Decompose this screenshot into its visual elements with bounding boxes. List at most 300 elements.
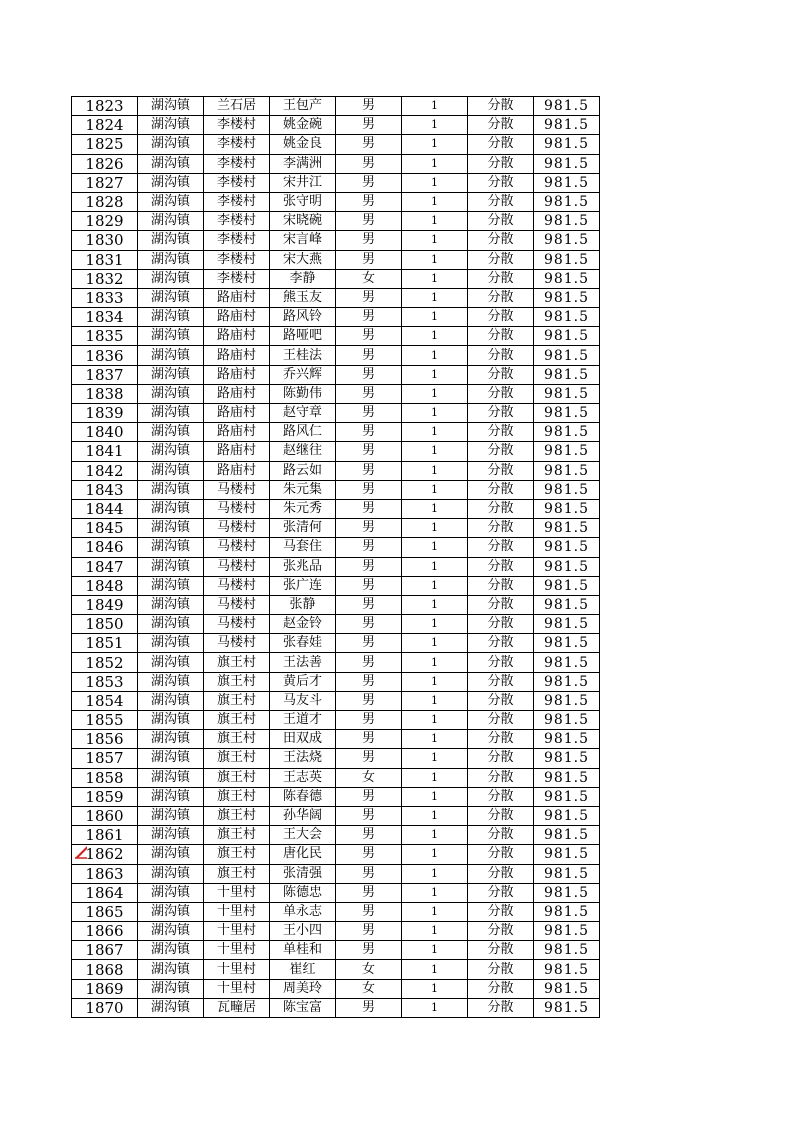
type-cell[interactable]: 分散 — [468, 135, 534, 154]
name-cell[interactable]: 宋大燕 — [270, 250, 336, 269]
type-cell[interactable]: 分散 — [468, 231, 534, 250]
type-cell[interactable]: 分散 — [468, 615, 534, 634]
gender-cell[interactable]: 男 — [336, 595, 402, 614]
village-cell[interactable]: 兰石居 — [204, 97, 270, 116]
gender-cell[interactable]: 男 — [336, 135, 402, 154]
town-cell[interactable]: 湖沟镇 — [138, 519, 204, 538]
count-cell[interactable]: 1 — [402, 499, 468, 518]
village-cell[interactable]: 十里村 — [204, 922, 270, 941]
row-number-cell[interactable]: 1864 — [72, 883, 138, 902]
count-cell[interactable]: 1 — [402, 365, 468, 384]
type-cell[interactable]: 分散 — [468, 634, 534, 653]
name-cell[interactable]: 王法烧 — [270, 749, 336, 768]
amount-cell[interactable]: 981.5 — [534, 806, 600, 825]
village-cell[interactable]: 十里村 — [204, 979, 270, 998]
amount-cell[interactable]: 981.5 — [534, 595, 600, 614]
town-cell[interactable]: 湖沟镇 — [138, 806, 204, 825]
type-cell[interactable]: 分散 — [468, 883, 534, 902]
gender-cell[interactable]: 男 — [336, 97, 402, 116]
town-cell[interactable]: 湖沟镇 — [138, 365, 204, 384]
type-cell[interactable]: 分散 — [468, 519, 534, 538]
count-cell[interactable]: 1 — [402, 653, 468, 672]
row-number-cell[interactable]: 1840 — [72, 423, 138, 442]
village-cell[interactable]: 旗王村 — [204, 749, 270, 768]
row-number-cell[interactable]: 1857 — [72, 749, 138, 768]
row-number-cell[interactable]: 1844 — [72, 499, 138, 518]
type-cell[interactable]: 分散 — [468, 269, 534, 288]
name-cell[interactable]: 赵守章 — [270, 404, 336, 423]
type-cell[interactable]: 分散 — [468, 365, 534, 384]
gender-cell[interactable]: 男 — [336, 308, 402, 327]
village-cell[interactable]: 李楼村 — [204, 250, 270, 269]
count-cell[interactable]: 1 — [402, 691, 468, 710]
row-number-cell[interactable]: 1861 — [72, 826, 138, 845]
town-cell[interactable]: 湖沟镇 — [138, 576, 204, 595]
row-number-cell[interactable]: 1839 — [72, 404, 138, 423]
count-cell[interactable]: 1 — [402, 768, 468, 787]
type-cell[interactable]: 分散 — [468, 730, 534, 749]
amount-cell[interactable]: 981.5 — [534, 269, 600, 288]
row-number-cell[interactable]: 1834 — [72, 308, 138, 327]
village-cell[interactable]: 马楼村 — [204, 557, 270, 576]
gender-cell[interactable]: 男 — [336, 941, 402, 960]
town-cell[interactable]: 湖沟镇 — [138, 615, 204, 634]
name-cell[interactable]: 路哑吧 — [270, 327, 336, 346]
gender-cell[interactable]: 男 — [336, 691, 402, 710]
name-cell[interactable]: 陈勤伟 — [270, 384, 336, 403]
gender-cell[interactable]: 男 — [336, 557, 402, 576]
town-cell[interactable]: 湖沟镇 — [138, 557, 204, 576]
amount-cell[interactable]: 981.5 — [534, 384, 600, 403]
town-cell[interactable]: 湖沟镇 — [138, 250, 204, 269]
name-cell[interactable]: 张春娃 — [270, 634, 336, 653]
name-cell[interactable]: 孙华阔 — [270, 806, 336, 825]
row-number-cell[interactable]: 1838 — [72, 384, 138, 403]
gender-cell[interactable]: 男 — [336, 806, 402, 825]
town-cell[interactable]: 湖沟镇 — [138, 480, 204, 499]
row-number-cell[interactable]: 1824 — [72, 116, 138, 135]
town-cell[interactable]: 湖沟镇 — [138, 595, 204, 614]
count-cell[interactable]: 1 — [402, 730, 468, 749]
row-number-cell[interactable]: 1841 — [72, 442, 138, 461]
amount-cell[interactable]: 981.5 — [534, 519, 600, 538]
row-number-cell[interactable]: 1823 — [72, 97, 138, 116]
village-cell[interactable]: 旗王村 — [204, 653, 270, 672]
count-cell[interactable]: 1 — [402, 883, 468, 902]
town-cell[interactable]: 湖沟镇 — [138, 883, 204, 902]
village-cell[interactable]: 路庙村 — [204, 384, 270, 403]
count-cell[interactable]: 1 — [402, 250, 468, 269]
gender-cell[interactable]: 男 — [336, 384, 402, 403]
amount-cell[interactable]: 981.5 — [534, 231, 600, 250]
row-number-cell[interactable]: 1859 — [72, 787, 138, 806]
name-cell[interactable]: 张广连 — [270, 576, 336, 595]
gender-cell[interactable]: 男 — [336, 576, 402, 595]
town-cell[interactable]: 湖沟镇 — [138, 192, 204, 211]
row-number-cell[interactable]: 1845 — [72, 519, 138, 538]
name-cell[interactable]: 陈宝富 — [270, 998, 336, 1017]
count-cell[interactable]: 1 — [402, 480, 468, 499]
town-cell[interactable]: 湖沟镇 — [138, 461, 204, 480]
type-cell[interactable]: 分散 — [468, 192, 534, 211]
village-cell[interactable]: 路庙村 — [204, 404, 270, 423]
count-cell[interactable]: 1 — [402, 576, 468, 595]
gender-cell[interactable]: 男 — [336, 192, 402, 211]
name-cell[interactable]: 黄后才 — [270, 672, 336, 691]
town-cell[interactable]: 湖沟镇 — [138, 845, 204, 864]
type-cell[interactable]: 分散 — [468, 711, 534, 730]
town-cell[interactable]: 湖沟镇 — [138, 288, 204, 307]
type-cell[interactable]: 分散 — [468, 327, 534, 346]
gender-cell[interactable]: 女 — [336, 960, 402, 979]
name-cell[interactable]: 王小四 — [270, 922, 336, 941]
count-cell[interactable]: 1 — [402, 327, 468, 346]
gender-cell[interactable]: 女 — [336, 979, 402, 998]
town-cell[interactable]: 湖沟镇 — [138, 442, 204, 461]
amount-cell[interactable]: 981.5 — [534, 404, 600, 423]
town-cell[interactable]: 湖沟镇 — [138, 423, 204, 442]
name-cell[interactable]: 周美玲 — [270, 979, 336, 998]
gender-cell[interactable]: 男 — [336, 653, 402, 672]
row-number-cell[interactable]: 1852 — [72, 653, 138, 672]
gender-cell[interactable]: 男 — [336, 634, 402, 653]
row-number-cell[interactable]: 1826 — [72, 154, 138, 173]
row-number-cell[interactable]: 1846 — [72, 538, 138, 557]
amount-cell[interactable]: 981.5 — [534, 480, 600, 499]
gender-cell[interactable]: 男 — [336, 711, 402, 730]
gender-cell[interactable]: 男 — [336, 423, 402, 442]
row-number-cell[interactable]: 1862 — [72, 845, 138, 864]
name-cell[interactable]: 姚金良 — [270, 135, 336, 154]
name-cell[interactable]: 单永志 — [270, 902, 336, 921]
row-number-cell[interactable]: 1856 — [72, 730, 138, 749]
town-cell[interactable]: 湖沟镇 — [138, 902, 204, 921]
village-cell[interactable]: 路庙村 — [204, 461, 270, 480]
row-number-cell[interactable]: 1858 — [72, 768, 138, 787]
village-cell[interactable]: 李楼村 — [204, 192, 270, 211]
count-cell[interactable]: 1 — [402, 615, 468, 634]
town-cell[interactable]: 湖沟镇 — [138, 538, 204, 557]
count-cell[interactable]: 1 — [402, 845, 468, 864]
gender-cell[interactable]: 男 — [336, 231, 402, 250]
amount-cell[interactable]: 981.5 — [534, 538, 600, 557]
name-cell[interactable]: 单桂和 — [270, 941, 336, 960]
amount-cell[interactable]: 981.5 — [534, 499, 600, 518]
village-cell[interactable]: 李楼村 — [204, 154, 270, 173]
count-cell[interactable]: 1 — [402, 192, 468, 211]
amount-cell[interactable]: 981.5 — [534, 922, 600, 941]
gender-cell[interactable]: 男 — [336, 864, 402, 883]
row-number-cell[interactable]: 1836 — [72, 346, 138, 365]
type-cell[interactable]: 分散 — [468, 826, 534, 845]
village-cell[interactable]: 路庙村 — [204, 365, 270, 384]
row-number-cell[interactable]: 1842 — [72, 461, 138, 480]
gender-cell[interactable]: 男 — [336, 922, 402, 941]
row-number-cell[interactable]: 1837 — [72, 365, 138, 384]
count-cell[interactable]: 1 — [402, 384, 468, 403]
village-cell[interactable]: 马楼村 — [204, 576, 270, 595]
name-cell[interactable]: 熊玉友 — [270, 288, 336, 307]
type-cell[interactable]: 分散 — [468, 346, 534, 365]
row-number-cell[interactable]: 1827 — [72, 173, 138, 192]
count-cell[interactable]: 1 — [402, 308, 468, 327]
amount-cell[interactable]: 981.5 — [534, 327, 600, 346]
type-cell[interactable]: 分散 — [468, 922, 534, 941]
row-number-cell[interactable]: 1835 — [72, 327, 138, 346]
row-number-cell[interactable]: 1865 — [72, 902, 138, 921]
type-cell[interactable]: 分散 — [468, 691, 534, 710]
town-cell[interactable]: 湖沟镇 — [138, 135, 204, 154]
name-cell[interactable]: 张清何 — [270, 519, 336, 538]
gender-cell[interactable]: 女 — [336, 269, 402, 288]
type-cell[interactable]: 分散 — [468, 998, 534, 1017]
gender-cell[interactable]: 男 — [336, 883, 402, 902]
name-cell[interactable]: 陈春德 — [270, 787, 336, 806]
type-cell[interactable]: 分散 — [468, 806, 534, 825]
count-cell[interactable]: 1 — [402, 288, 468, 307]
amount-cell[interactable]: 981.5 — [534, 672, 600, 691]
amount-cell[interactable]: 981.5 — [534, 116, 600, 135]
count-cell[interactable]: 1 — [402, 826, 468, 845]
type-cell[interactable]: 分散 — [468, 250, 534, 269]
town-cell[interactable]: 湖沟镇 — [138, 960, 204, 979]
type-cell[interactable]: 分散 — [468, 308, 534, 327]
gender-cell[interactable]: 男 — [336, 212, 402, 231]
name-cell[interactable]: 乔兴辉 — [270, 365, 336, 384]
type-cell[interactable]: 分散 — [468, 384, 534, 403]
town-cell[interactable]: 湖沟镇 — [138, 711, 204, 730]
town-cell[interactable]: 湖沟镇 — [138, 346, 204, 365]
name-cell[interactable]: 张守明 — [270, 192, 336, 211]
count-cell[interactable]: 1 — [402, 557, 468, 576]
town-cell[interactable]: 湖沟镇 — [138, 634, 204, 653]
town-cell[interactable]: 湖沟镇 — [138, 864, 204, 883]
village-cell[interactable]: 马楼村 — [204, 595, 270, 614]
type-cell[interactable]: 分散 — [468, 979, 534, 998]
name-cell[interactable]: 陈德忠 — [270, 883, 336, 902]
row-number-cell[interactable]: 1867 — [72, 941, 138, 960]
gender-cell[interactable]: 男 — [336, 787, 402, 806]
type-cell[interactable]: 分散 — [468, 538, 534, 557]
town-cell[interactable]: 湖沟镇 — [138, 653, 204, 672]
row-number-cell[interactable]: 1849 — [72, 595, 138, 614]
town-cell[interactable]: 湖沟镇 — [138, 327, 204, 346]
count-cell[interactable]: 1 — [402, 154, 468, 173]
village-cell[interactable]: 李楼村 — [204, 212, 270, 231]
village-cell[interactable]: 马楼村 — [204, 499, 270, 518]
count-cell[interactable]: 1 — [402, 423, 468, 442]
village-cell[interactable]: 路庙村 — [204, 346, 270, 365]
count-cell[interactable]: 1 — [402, 173, 468, 192]
amount-cell[interactable]: 981.5 — [534, 711, 600, 730]
town-cell[interactable]: 湖沟镇 — [138, 173, 204, 192]
count-cell[interactable]: 1 — [402, 538, 468, 557]
count-cell[interactable]: 1 — [402, 116, 468, 135]
amount-cell[interactable]: 981.5 — [534, 135, 600, 154]
town-cell[interactable]: 湖沟镇 — [138, 672, 204, 691]
row-number-cell[interactable]: 1850 — [72, 615, 138, 634]
row-number-cell[interactable]: 1869 — [72, 979, 138, 998]
village-cell[interactable]: 李楼村 — [204, 173, 270, 192]
town-cell[interactable]: 湖沟镇 — [138, 97, 204, 116]
amount-cell[interactable]: 981.5 — [534, 461, 600, 480]
village-cell[interactable]: 马楼村 — [204, 615, 270, 634]
count-cell[interactable]: 1 — [402, 998, 468, 1017]
row-number-cell[interactable]: 1854 — [72, 691, 138, 710]
town-cell[interactable]: 湖沟镇 — [138, 231, 204, 250]
type-cell[interactable]: 分散 — [468, 461, 534, 480]
amount-cell[interactable]: 981.5 — [534, 826, 600, 845]
type-cell[interactable]: 分散 — [468, 154, 534, 173]
amount-cell[interactable]: 981.5 — [534, 557, 600, 576]
type-cell[interactable]: 分散 — [468, 576, 534, 595]
name-cell[interactable]: 朱元秀 — [270, 499, 336, 518]
count-cell[interactable]: 1 — [402, 711, 468, 730]
name-cell[interactable]: 张静 — [270, 595, 336, 614]
type-cell[interactable]: 分散 — [468, 557, 534, 576]
type-cell[interactable]: 分散 — [468, 97, 534, 116]
row-number-cell[interactable]: 1848 — [72, 576, 138, 595]
type-cell[interactable]: 分散 — [468, 864, 534, 883]
type-cell[interactable]: 分散 — [468, 595, 534, 614]
name-cell[interactable]: 赵继往 — [270, 442, 336, 461]
village-cell[interactable]: 旗王村 — [204, 826, 270, 845]
town-cell[interactable]: 湖沟镇 — [138, 730, 204, 749]
village-cell[interactable]: 旗王村 — [204, 864, 270, 883]
row-number-cell[interactable]: 1825 — [72, 135, 138, 154]
type-cell[interactable]: 分散 — [468, 173, 534, 192]
count-cell[interactable]: 1 — [402, 404, 468, 423]
row-number-cell[interactable]: 1870 — [72, 998, 138, 1017]
type-cell[interactable]: 分散 — [468, 749, 534, 768]
name-cell[interactable]: 宋晓碗 — [270, 212, 336, 231]
name-cell[interactable]: 张兆品 — [270, 557, 336, 576]
amount-cell[interactable]: 981.5 — [534, 615, 600, 634]
row-number-cell[interactable]: 1863 — [72, 864, 138, 883]
count-cell[interactable]: 1 — [402, 806, 468, 825]
amount-cell[interactable]: 981.5 — [534, 768, 600, 787]
village-cell[interactable]: 李楼村 — [204, 231, 270, 250]
gender-cell[interactable]: 男 — [336, 461, 402, 480]
village-cell[interactable]: 旗王村 — [204, 787, 270, 806]
gender-cell[interactable]: 男 — [336, 442, 402, 461]
name-cell[interactable]: 路风仁 — [270, 423, 336, 442]
village-cell[interactable]: 路庙村 — [204, 308, 270, 327]
row-number-cell[interactable]: 1855 — [72, 711, 138, 730]
amount-cell[interactable]: 981.5 — [534, 634, 600, 653]
type-cell[interactable]: 分散 — [468, 960, 534, 979]
amount-cell[interactable]: 981.5 — [534, 979, 600, 998]
gender-cell[interactable]: 男 — [336, 327, 402, 346]
town-cell[interactable]: 湖沟镇 — [138, 269, 204, 288]
amount-cell[interactable]: 981.5 — [534, 576, 600, 595]
town-cell[interactable]: 湖沟镇 — [138, 116, 204, 135]
count-cell[interactable]: 1 — [402, 212, 468, 231]
comment-marker-icon[interactable] — [74, 845, 88, 859]
village-cell[interactable]: 十里村 — [204, 941, 270, 960]
name-cell[interactable]: 宋井江 — [270, 173, 336, 192]
amount-cell[interactable]: 981.5 — [534, 250, 600, 269]
village-cell[interactable]: 旗王村 — [204, 768, 270, 787]
gender-cell[interactable]: 女 — [336, 768, 402, 787]
count-cell[interactable]: 1 — [402, 346, 468, 365]
amount-cell[interactable]: 981.5 — [534, 154, 600, 173]
count-cell[interactable]: 1 — [402, 634, 468, 653]
type-cell[interactable]: 分散 — [468, 902, 534, 921]
row-number-cell[interactable]: 1866 — [72, 922, 138, 941]
name-cell[interactable]: 王志英 — [270, 768, 336, 787]
name-cell[interactable]: 马套住 — [270, 538, 336, 557]
row-number-cell[interactable]: 1860 — [72, 806, 138, 825]
gender-cell[interactable]: 男 — [336, 902, 402, 921]
name-cell[interactable]: 路风铃 — [270, 308, 336, 327]
row-number-cell[interactable]: 1833 — [72, 288, 138, 307]
count-cell[interactable]: 1 — [402, 231, 468, 250]
gender-cell[interactable]: 男 — [336, 116, 402, 135]
village-cell[interactable]: 马楼村 — [204, 480, 270, 499]
row-number-cell[interactable]: 1828 — [72, 192, 138, 211]
village-cell[interactable]: 李楼村 — [204, 135, 270, 154]
village-cell[interactable]: 马楼村 — [204, 634, 270, 653]
name-cell[interactable]: 路云如 — [270, 461, 336, 480]
type-cell[interactable]: 分散 — [468, 672, 534, 691]
village-cell[interactable]: 路庙村 — [204, 442, 270, 461]
count-cell[interactable]: 1 — [402, 787, 468, 806]
type-cell[interactable]: 分散 — [468, 653, 534, 672]
name-cell[interactable]: 王包产 — [270, 97, 336, 116]
gender-cell[interactable]: 男 — [336, 538, 402, 557]
row-number-cell[interactable]: 1829 — [72, 212, 138, 231]
gender-cell[interactable]: 男 — [336, 480, 402, 499]
gender-cell[interactable]: 男 — [336, 499, 402, 518]
amount-cell[interactable]: 981.5 — [534, 998, 600, 1017]
town-cell[interactable]: 湖沟镇 — [138, 749, 204, 768]
amount-cell[interactable]: 981.5 — [534, 960, 600, 979]
amount-cell[interactable]: 981.5 — [534, 346, 600, 365]
name-cell[interactable]: 王大会 — [270, 826, 336, 845]
town-cell[interactable]: 湖沟镇 — [138, 499, 204, 518]
type-cell[interactable]: 分散 — [468, 845, 534, 864]
town-cell[interactable]: 湖沟镇 — [138, 979, 204, 998]
amount-cell[interactable]: 981.5 — [534, 442, 600, 461]
name-cell[interactable]: 王道才 — [270, 711, 336, 730]
town-cell[interactable]: 湖沟镇 — [138, 212, 204, 231]
gender-cell[interactable]: 男 — [336, 672, 402, 691]
amount-cell[interactable]: 981.5 — [534, 902, 600, 921]
gender-cell[interactable]: 男 — [336, 519, 402, 538]
village-cell[interactable]: 李楼村 — [204, 116, 270, 135]
village-cell[interactable]: 旗王村 — [204, 672, 270, 691]
gender-cell[interactable]: 男 — [336, 173, 402, 192]
count-cell[interactable]: 1 — [402, 269, 468, 288]
amount-cell[interactable]: 981.5 — [534, 288, 600, 307]
town-cell[interactable]: 湖沟镇 — [138, 941, 204, 960]
row-number-cell[interactable]: 1832 — [72, 269, 138, 288]
type-cell[interactable]: 分散 — [468, 768, 534, 787]
gender-cell[interactable]: 男 — [336, 730, 402, 749]
gender-cell[interactable]: 男 — [336, 250, 402, 269]
type-cell[interactable]: 分散 — [468, 423, 534, 442]
name-cell[interactable]: 王法善 — [270, 653, 336, 672]
gender-cell[interactable]: 男 — [336, 845, 402, 864]
village-cell[interactable]: 马楼村 — [204, 538, 270, 557]
village-cell[interactable]: 旗王村 — [204, 806, 270, 825]
amount-cell[interactable]: 981.5 — [534, 691, 600, 710]
gender-cell[interactable]: 男 — [336, 154, 402, 173]
amount-cell[interactable]: 981.5 — [534, 423, 600, 442]
name-cell[interactable]: 宋言峰 — [270, 231, 336, 250]
village-cell[interactable]: 旗王村 — [204, 845, 270, 864]
